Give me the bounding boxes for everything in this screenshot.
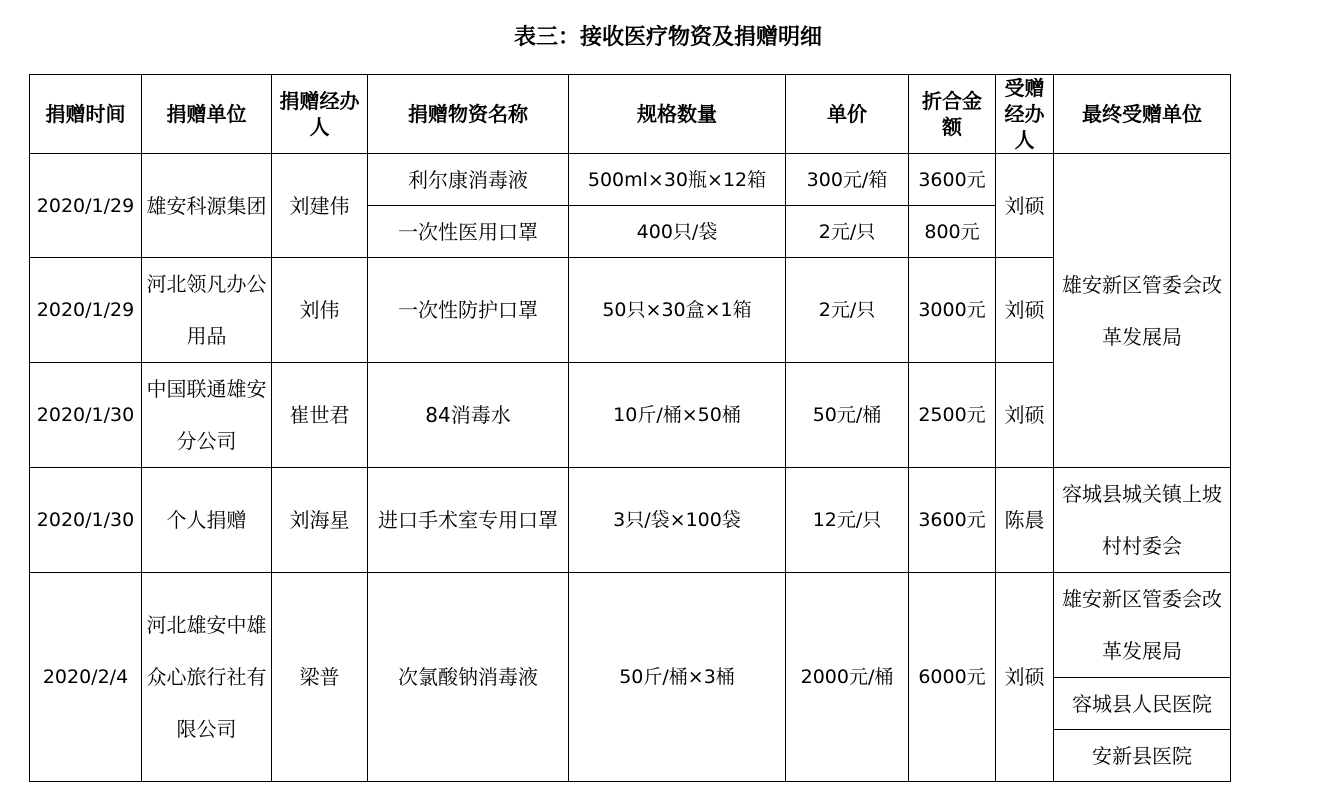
cell-time: 2020/1/29 (30, 258, 142, 363)
header-time: 捐赠时间 (30, 75, 142, 154)
cell-receiver: 陈晨 (996, 468, 1054, 573)
cell-unit: 中国联通雄安分公司 (142, 363, 272, 468)
cell-spec: 3只/袋×100袋 (569, 468, 786, 573)
cell-unit: 雄安科源集团 (142, 154, 272, 258)
header-handler: 捐赠经办人 (272, 75, 368, 154)
cell-spec: 400只/袋 (569, 206, 786, 258)
cell-handler: 刘伟 (272, 258, 368, 363)
cell-final: 雄安新区管委会改革发展局 (1054, 573, 1231, 678)
cell-amount: 6000元 (909, 573, 996, 782)
cell-spec: 50只×30盒×1箱 (569, 258, 786, 363)
cell-receiver: 刘硕 (996, 573, 1054, 782)
header-unit: 捐赠单位 (142, 75, 272, 154)
cell-final: 容城县城关镇上坡村村委会 (1054, 468, 1231, 573)
cell-time: 2020/1/30 (30, 468, 142, 573)
header-price: 单价 (786, 75, 909, 154)
cell-amount: 2500元 (909, 363, 996, 468)
cell-item: 利尔康消毒液 (368, 154, 569, 206)
table-row (30, 468, 1231, 521)
cell-spec: 10斤/桶×50桶 (569, 363, 786, 468)
cell-unit: 个人捐赠 (142, 468, 272, 573)
header-row (30, 75, 1231, 154)
cell-price: 2000元/桶 (786, 573, 909, 782)
cell-handler: 刘建伟 (272, 154, 368, 258)
table-row (30, 363, 1231, 416)
cell-time: 2020/1/30 (30, 363, 142, 468)
cell-amount: 800元 (909, 206, 996, 258)
cell-time: 2020/1/29 (30, 154, 142, 258)
cell-final: 安新县医院 (1054, 730, 1231, 782)
cell-price: 2元/只 (786, 206, 909, 258)
cell-price: 50元/桶 (786, 363, 909, 468)
table-row (30, 258, 1231, 311)
cell-item: 次氯酸钠消毒液 (368, 573, 569, 782)
cell-unit: 河北领凡办公用品 (142, 258, 272, 363)
header-item: 捐赠物资名称 (368, 75, 569, 154)
cell-final-merged: 雄安新区管委会改革发展局 (1054, 154, 1231, 468)
cell-receiver: 刘硕 (996, 154, 1054, 258)
cell-amount: 3600元 (909, 468, 996, 573)
cell-handler: 崔世君 (272, 363, 368, 468)
cell-price: 12元/只 (786, 468, 909, 573)
cell-amount: 3000元 (909, 258, 996, 363)
cell-item: 一次性医用口罩 (368, 206, 569, 258)
table-row (30, 154, 1231, 206)
cell-unit: 河北雄安中雄众心旅行社有限公司 (142, 573, 272, 782)
cell-spec: 50斤/桶×3桶 (569, 573, 786, 782)
header-final: 最终受赠单位 (1054, 75, 1231, 154)
cell-item: 一次性防护口罩 (368, 258, 569, 363)
header-amount: 折合金额 (909, 75, 996, 154)
table-row (30, 573, 1231, 678)
cell-time: 2020/2/4 (30, 573, 142, 782)
header-receiver: 受赠经办人 (996, 75, 1054, 154)
table-title: 表三：接收医疗物资及捐赠明细 (513, 24, 822, 50)
donation-table (29, 74, 1231, 782)
cell-item: 进口手术室专用口罩 (368, 468, 569, 573)
cell-item: 84消毒水 (368, 363, 569, 468)
cell-receiver: 刘硕 (996, 363, 1054, 468)
cell-final: 容城县人民医院 (1054, 678, 1231, 730)
cell-spec: 500ml×30瓶×12箱 (569, 154, 786, 206)
cell-handler: 刘海星 (272, 468, 368, 573)
cell-price: 2元/只 (786, 258, 909, 363)
header-spec: 规格数量 (569, 75, 786, 154)
cell-receiver: 刘硕 (996, 258, 1054, 363)
cell-amount: 3600元 (909, 154, 996, 206)
cell-price: 300元/箱 (786, 154, 909, 206)
cell-handler: 梁普 (272, 573, 368, 782)
